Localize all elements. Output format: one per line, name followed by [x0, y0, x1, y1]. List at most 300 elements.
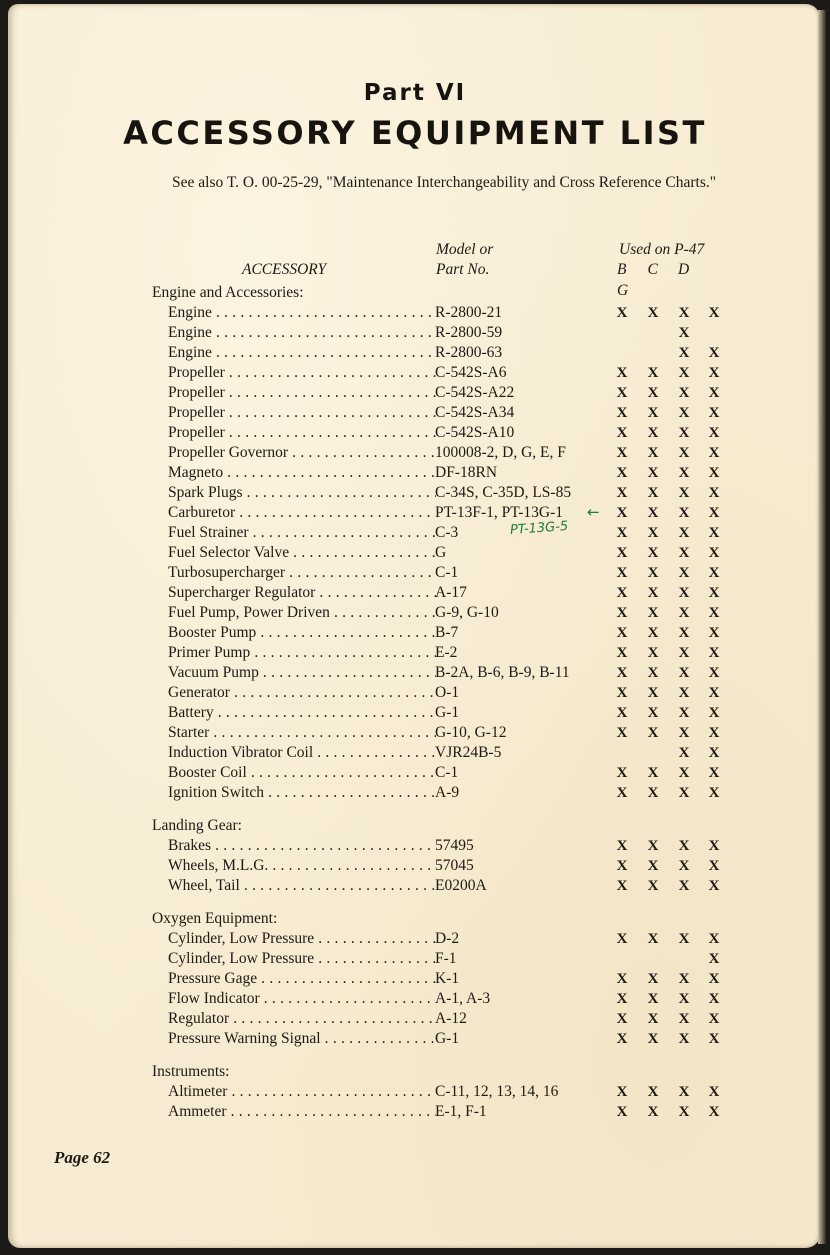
accessory-name-text: Primer Pump [168, 644, 251, 661]
used-on-d-mark: X [678, 585, 690, 601]
table-row [152, 949, 742, 969]
used-on-d-mark: X [678, 345, 690, 361]
column-header-accessory: ACCESSORY [242, 261, 327, 278]
accessory-name [168, 303, 436, 323]
part-number: D-2 [435, 930, 460, 947]
accessory-name-text: Magneto [168, 464, 224, 481]
used-on-d-mark: X [678, 425, 690, 441]
column-header-model-line2: Part No. [436, 261, 490, 278]
table-row [152, 483, 742, 503]
used-on-b-mark: X [616, 838, 628, 854]
used-on-g-mark: X [708, 878, 720, 894]
table-row [152, 723, 742, 743]
variant-g: G [617, 282, 629, 299]
table-row [152, 383, 742, 403]
used-on-g-mark: X [708, 485, 720, 501]
used-on-d-mark: X [678, 705, 690, 721]
used-on-c-mark: X [647, 838, 659, 854]
variant-b: B [617, 261, 627, 278]
page-number: Page 62 [54, 1148, 111, 1167]
used-on-b-mark: X [616, 685, 628, 701]
accessory-name [168, 876, 436, 896]
variant-d: D [678, 261, 690, 278]
used-on-g-mark: X [708, 525, 720, 541]
used-on-b-mark: X [616, 485, 628, 501]
accessory-name [168, 563, 436, 583]
table-row [152, 743, 742, 763]
used-on-b-mark: X [616, 465, 628, 481]
part-number: G-1 [435, 704, 460, 721]
accessory-name [168, 403, 436, 423]
accessory-name-text: Brakes [168, 837, 212, 854]
used-on-c-mark: X [647, 565, 659, 581]
accessory-name-text: Pressure Warning Signal [168, 1030, 321, 1047]
used-on-d-mark: X [678, 971, 690, 987]
accessory-name-text: Fuel Selector Valve [168, 544, 290, 561]
accessory-name-text: Wheels, M.L.G. [168, 857, 269, 874]
used-on-b-mark: X [616, 385, 628, 401]
part-number: A-1, A-3 [435, 990, 491, 1007]
part-number: F-1 [435, 950, 457, 967]
used-on-g-mark: X [708, 425, 720, 441]
accessory-name-text: Propeller Governor [168, 444, 289, 461]
used-on-d-mark: X [678, 605, 690, 621]
accessory-name [168, 836, 436, 856]
part-number: VJR24B-5 [435, 744, 502, 761]
table-row [152, 463, 742, 483]
used-on-g-mark: X [708, 465, 720, 481]
used-on-b-mark: X [616, 1104, 628, 1120]
used-on-d-mark: X [678, 838, 690, 854]
accessory-name [168, 343, 436, 363]
used-on-g-mark: X [708, 858, 720, 874]
accessory-name-text: Fuel Strainer [168, 524, 249, 541]
used-on-d-mark: X [678, 505, 690, 521]
accessory-table [152, 283, 742, 1122]
used-on-c-mark: X [647, 725, 659, 741]
accessory-name [168, 703, 436, 723]
used-on-g-mark: X [708, 545, 720, 561]
used-on-c-mark: X [647, 605, 659, 621]
accessory-name-text: Ignition Switch [168, 784, 265, 801]
used-on-d-mark: X [678, 725, 690, 741]
table-row [152, 763, 742, 783]
used-on-c-mark: X [647, 971, 659, 987]
table-row [152, 503, 742, 523]
part-number: G-9, G-10 [435, 604, 499, 621]
used-on-b-mark: X [616, 785, 628, 801]
table-row [152, 403, 742, 423]
used-on-c-mark: X [647, 485, 659, 501]
accessory-name [168, 783, 436, 803]
accessory-name-text: Engine [168, 324, 212, 341]
accessory-name-text: Supercharger Regulator [168, 584, 316, 601]
accessory-name [168, 463, 436, 483]
used-on-b-mark: X [616, 525, 628, 541]
accessory-name-text: Flow Indicator [168, 990, 260, 1007]
accessory-name-text: Starter [168, 724, 210, 741]
part-number: C-542S-A34 [435, 404, 515, 421]
used-on-b-mark: X [616, 858, 628, 874]
section-label: Instruments: [152, 1063, 230, 1080]
accessory-name-text: Cylinder, Low Pressure [168, 930, 315, 947]
used-on-b-mark: X [616, 605, 628, 621]
section-gap [152, 896, 742, 909]
accessory-name-text: Ammeter [168, 1103, 227, 1120]
column-header-model-line1: Model or [436, 241, 494, 258]
used-on-b-mark: X [616, 365, 628, 381]
accessory-name-text: Engine [168, 344, 212, 361]
used-on-c-mark: X [647, 645, 659, 661]
used-on-g-mark: X [708, 971, 720, 987]
page-title: ACCESSORY EQUIPMENT LIST [123, 114, 707, 152]
table-row [152, 583, 742, 603]
used-on-d-mark: X [678, 485, 690, 501]
used-on-g-mark: X [708, 1104, 720, 1120]
table-row [152, 1029, 742, 1049]
used-on-d-mark: X [678, 565, 690, 581]
used-on-g-mark: X [708, 838, 720, 854]
used-on-c-mark: X [647, 685, 659, 701]
accessory-name [168, 323, 436, 343]
accessory-name [168, 523, 436, 543]
table-row [152, 856, 742, 876]
table-row [152, 623, 742, 643]
section-label: Engine and Accessories: [152, 284, 304, 301]
used-on-c-mark: X [647, 465, 659, 481]
used-on-c-mark: X [647, 1104, 659, 1120]
accessory-name [168, 383, 436, 403]
used-on-d-mark: X [678, 785, 690, 801]
used-on-c-mark: X [647, 1011, 659, 1027]
used-on-d-mark: X [678, 645, 690, 661]
used-on-c-mark: X [647, 858, 659, 874]
used-on-c-mark: X [647, 585, 659, 601]
table-row [152, 423, 742, 443]
accessory-name [168, 1082, 436, 1102]
used-on-g-mark: X [708, 1084, 720, 1100]
part-number: K-1 [435, 970, 460, 987]
used-on-g-mark: X [708, 345, 720, 361]
used-on-g-mark: X [708, 565, 720, 581]
part-number: O-1 [435, 684, 460, 701]
accessory-name-text: Altimeter [168, 1083, 228, 1100]
table-row [152, 1102, 742, 1122]
accessory-name-text: Propeller [168, 424, 225, 441]
table-row [152, 703, 742, 723]
used-on-g-mark: X [708, 1031, 720, 1047]
used-on-b-mark: X [616, 1084, 628, 1100]
accessory-name-text: Propeller [168, 384, 225, 401]
used-on-c-mark: X [647, 505, 659, 521]
accessory-name-text: Generator [168, 684, 230, 701]
section-gap [152, 1049, 742, 1062]
used-on-g-mark: X [708, 385, 720, 401]
table-row [152, 523, 742, 543]
used-on-d-mark: X [678, 365, 690, 381]
used-on-b-mark: X [616, 991, 628, 1007]
part-heading: Part VI [363, 80, 467, 106]
used-on-d-mark: X [678, 765, 690, 781]
used-on-b-mark: X [616, 505, 628, 521]
used-on-g-mark: X [708, 605, 720, 621]
used-on-c-mark: X [647, 545, 659, 561]
used-on-d-mark: X [678, 665, 690, 681]
accessory-name-text: Propeller [168, 364, 225, 381]
part-number: G-1 [435, 1030, 460, 1047]
used-on-g-mark: X [708, 645, 720, 661]
used-on-g-mark: X [708, 665, 720, 681]
accessory-name-text: Booster Coil [168, 764, 247, 781]
part-number: C-11, 12, 13, 14, 16 [435, 1083, 559, 1100]
accessory-name [168, 663, 436, 683]
used-on-d-mark: X [678, 1084, 690, 1100]
part-number: R-2800-63 [435, 344, 503, 361]
used-on-g-mark: X [708, 785, 720, 801]
part-number: C-3 [435, 524, 459, 541]
accessory-name [168, 503, 436, 523]
part-number: C-542S-A22 [435, 384, 515, 401]
used-on-d-mark: X [678, 931, 690, 947]
page-edge-right [818, 10, 826, 1244]
used-on-c-mark: X [647, 405, 659, 421]
used-on-c-mark: X [647, 625, 659, 641]
used-on-g-mark: X [708, 625, 720, 641]
used-on-c-mark: X [647, 365, 659, 381]
section-gap [152, 803, 742, 816]
used-on-d-mark: X [678, 858, 690, 874]
used-on-b-mark: X [616, 585, 628, 601]
intro-paragraph: See also T. O. 00-25-29, "Maintenance Interchangeability and Cross Reference Charts." [172, 174, 717, 191]
accessory-name [168, 543, 436, 563]
table-row [152, 989, 742, 1009]
part-number: 57495 [435, 837, 474, 854]
used-on-c-mark: X [647, 445, 659, 461]
table-row [152, 783, 742, 803]
used-on-g-mark: X [708, 991, 720, 1007]
used-on-b-mark: X [616, 1031, 628, 1047]
used-on-b-mark: X [616, 645, 628, 661]
used-on-b-mark: X [616, 878, 628, 894]
accessory-name [168, 623, 436, 643]
used-on-g-mark: X [708, 585, 720, 601]
used-on-d-mark: X [678, 1031, 690, 1047]
accessory-name-text: Spark Plugs [168, 484, 243, 501]
used-on-d-mark: X [678, 991, 690, 1007]
used-on-g-mark: X [708, 705, 720, 721]
used-on-c-mark: X [647, 305, 659, 321]
used-on-b-mark: X [616, 425, 628, 441]
used-on-b-mark: X [616, 625, 628, 641]
part-number: C-34S, C-35D, LS-85 [435, 484, 572, 501]
handwritten-annotation: PT-13G-5 [509, 518, 569, 539]
table-row [152, 1009, 742, 1029]
used-on-d-mark: X [678, 525, 690, 541]
used-on-g-mark: X [708, 405, 720, 421]
used-on-b-mark: X [616, 1011, 628, 1027]
accessory-name-text: Induction Vibrator Coil [168, 744, 314, 761]
part-number: DF-18RN [435, 464, 498, 481]
used-on-b-mark: X [616, 931, 628, 947]
section-label: Landing Gear: [152, 817, 242, 834]
used-on-d-mark: X [678, 1011, 690, 1027]
used-on-b-mark: X [616, 725, 628, 741]
part-number: A-17 [435, 584, 467, 601]
used-on-d-mark: X [678, 325, 690, 341]
used-on-d-mark: X [678, 685, 690, 701]
accessory-name-text: Cylinder, Low Pressure [168, 950, 315, 967]
used-on-c-mark: X [647, 425, 659, 441]
used-on-g-mark: X [708, 951, 720, 967]
part-number: 100008-2, D, G, E, F [435, 444, 566, 461]
accessory-name [168, 363, 436, 383]
part-number: A-12 [435, 1010, 467, 1027]
used-on-d-mark: X [678, 445, 690, 461]
accessory-name-text: Engine [168, 304, 212, 321]
table-row [152, 663, 742, 683]
part-number: G-10, G-12 [435, 724, 507, 741]
used-on-c-mark: X [647, 765, 659, 781]
part-number: B-7 [435, 624, 459, 641]
table-row [152, 443, 742, 463]
table-row [152, 543, 742, 563]
used-on-d-mark: X [678, 545, 690, 561]
table-row [152, 563, 742, 583]
table-row [152, 363, 742, 383]
used-on-c-mark: X [647, 665, 659, 681]
table-row [152, 876, 742, 896]
accessory-name [168, 1029, 436, 1049]
table-row [152, 643, 742, 663]
used-on-d-mark: X [678, 745, 690, 761]
part-number: B-2A, B-6, B-9, B-11 [435, 664, 570, 681]
used-on-g-mark: X [708, 1011, 720, 1027]
part-number: R-2800-59 [435, 324, 503, 341]
accessory-name [168, 856, 436, 876]
used-on-d-mark: X [678, 878, 690, 894]
used-on-g-mark: X [708, 765, 720, 781]
accessory-name [168, 723, 436, 743]
accessory-name-text: Pressure Gage [168, 970, 258, 987]
used-on-g-mark: X [708, 365, 720, 381]
used-on-b-mark: X [616, 665, 628, 681]
accessory-name [168, 763, 436, 783]
accessory-name-text: Propeller [168, 404, 225, 421]
used-on-b-mark: X [616, 971, 628, 987]
column-header-used-on: Used on P-47 [619, 241, 705, 258]
handwritten-arrow-icon: ← [587, 503, 600, 521]
accessory-name [168, 643, 436, 663]
used-on-c-mark: X [647, 525, 659, 541]
used-on-g-mark: X [708, 725, 720, 741]
used-on-d-mark: X [678, 465, 690, 481]
used-on-g-mark: X [708, 305, 720, 321]
used-on-d-mark: X [678, 385, 690, 401]
accessory-name-text: Booster Pump [168, 624, 257, 641]
table-row [152, 929, 742, 949]
part-number: PT-13F-1, PT-13G-1 [435, 504, 564, 521]
used-on-c-mark: X [647, 1084, 659, 1100]
section-label: Oxygen Equipment: [152, 910, 278, 927]
used-on-c-mark: X [647, 878, 659, 894]
used-on-d-mark: X [678, 305, 690, 321]
used-on-b-mark: X [616, 305, 628, 321]
part-number: R-2800-21 [435, 304, 503, 321]
accessory-name [168, 929, 436, 949]
used-on-b-mark: X [616, 565, 628, 581]
used-on-g-mark: X [708, 745, 720, 761]
accessory-name [168, 683, 436, 703]
part-number: A-9 [435, 784, 460, 801]
part-number: 57045 [435, 857, 474, 874]
accessory-name [168, 483, 436, 503]
used-on-b-mark: X [616, 405, 628, 421]
variant-c: C [647, 261, 658, 278]
part-number: E-1, F-1 [435, 1103, 487, 1120]
accessory-name-text: Wheel, Tail [168, 877, 240, 894]
table-row [152, 303, 742, 323]
part-number: C-542S-A6 [435, 364, 507, 381]
accessory-name-text: Battery [168, 704, 214, 721]
accessory-name [168, 1102, 436, 1122]
used-on-d-mark: X [678, 625, 690, 641]
used-on-c-mark: X [647, 991, 659, 1007]
table-row [152, 323, 742, 343]
used-on-c-mark: X [647, 785, 659, 801]
accessory-name-text: Turbosupercharger [168, 564, 286, 581]
part-number: E0200A [435, 877, 487, 894]
accessory-name [168, 443, 436, 463]
used-on-g-mark: X [708, 685, 720, 701]
table-row [152, 836, 742, 856]
accessory-name [168, 949, 436, 969]
accessory-name [168, 969, 436, 989]
used-on-b-mark: X [616, 445, 628, 461]
accessory-name-text: Vacuum Pump [168, 664, 259, 681]
accessory-name [168, 423, 436, 443]
accessory-name-text: Fuel Pump, Power Driven [168, 604, 330, 621]
part-number: G [435, 544, 447, 561]
used-on-c-mark: X [647, 931, 659, 947]
table-row [152, 1082, 742, 1102]
part-number: C-542S-A10 [435, 424, 515, 441]
used-on-c-mark: X [647, 385, 659, 401]
table-row [152, 603, 742, 623]
accessory-name [168, 989, 436, 1009]
used-on-g-mark: X [708, 505, 720, 521]
used-on-g-mark: X [708, 931, 720, 947]
table-row [152, 343, 742, 363]
used-on-c-mark: X [647, 1031, 659, 1047]
accessory-name [168, 743, 436, 763]
used-on-d-mark: X [678, 1104, 690, 1120]
accessory-name [168, 603, 436, 623]
part-number: E-2 [435, 644, 458, 661]
part-number: C-1 [435, 764, 459, 781]
accessory-name-text: Carburetor [168, 504, 236, 521]
accessory-name-text: Regulator [168, 1010, 230, 1027]
table-row [152, 969, 742, 989]
accessory-name [168, 583, 436, 603]
used-on-b-mark: X [616, 765, 628, 781]
table-row [152, 683, 742, 703]
used-on-b-mark: X [616, 545, 628, 561]
accessory-name [168, 1009, 436, 1029]
used-on-c-mark: X [647, 705, 659, 721]
used-on-b-mark: X [616, 705, 628, 721]
part-number: C-1 [435, 564, 459, 581]
used-on-d-mark: X [678, 405, 690, 421]
